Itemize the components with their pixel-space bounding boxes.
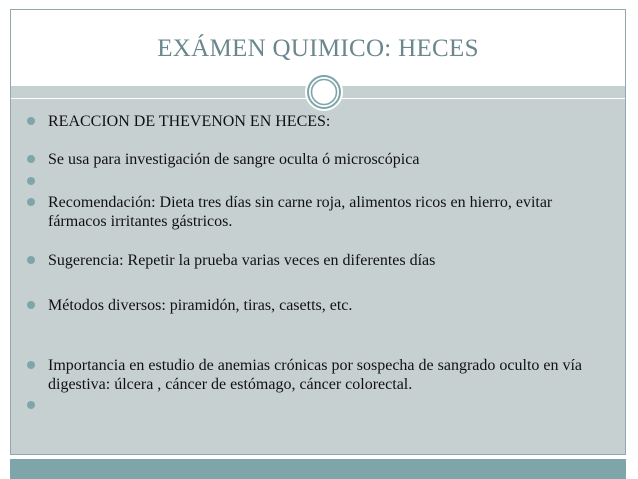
round-bullet-icon (27, 177, 35, 185)
bullet-text: Importancia en estudio de anemias crónicas por sospecha de sangrado oculto en vía digestiva: úlcera , cáncer de estómago, cáncer colorectal. (48, 357, 583, 393)
double-ring-icon (304, 72, 344, 112)
round-bullet-icon (27, 117, 35, 125)
round-bullet-icon (27, 361, 35, 369)
bullet-text: Métodos diversos: piramidón, tiras, casetts, etc. (48, 297, 353, 314)
round-bullet-icon (27, 256, 35, 264)
content-panel (11, 86, 625, 454)
slide-frame (10, 9, 626, 455)
bullet-text: Sugerencia: Repetir la prueba varias veces en diferentes días (48, 252, 436, 269)
slide-title: EXÁMEN QUIMICO: HECES (157, 35, 479, 62)
bullet-text: Se usa para investigación de sangre oculta ó microscópica (48, 151, 420, 168)
bullet-text: Recomendación: Dieta tres días sin carne roja, alimentos ricos en hierro, evitar fármacos irritantes gástricos. (48, 194, 553, 230)
round-bullet-icon (27, 401, 35, 409)
footer-band (10, 459, 626, 479)
round-bullet-icon (27, 198, 35, 206)
round-bullet-icon (27, 301, 35, 309)
bullet-text: REACCION DE THEVENON EN HECES: (48, 113, 331, 130)
round-bullet-icon (27, 155, 35, 163)
